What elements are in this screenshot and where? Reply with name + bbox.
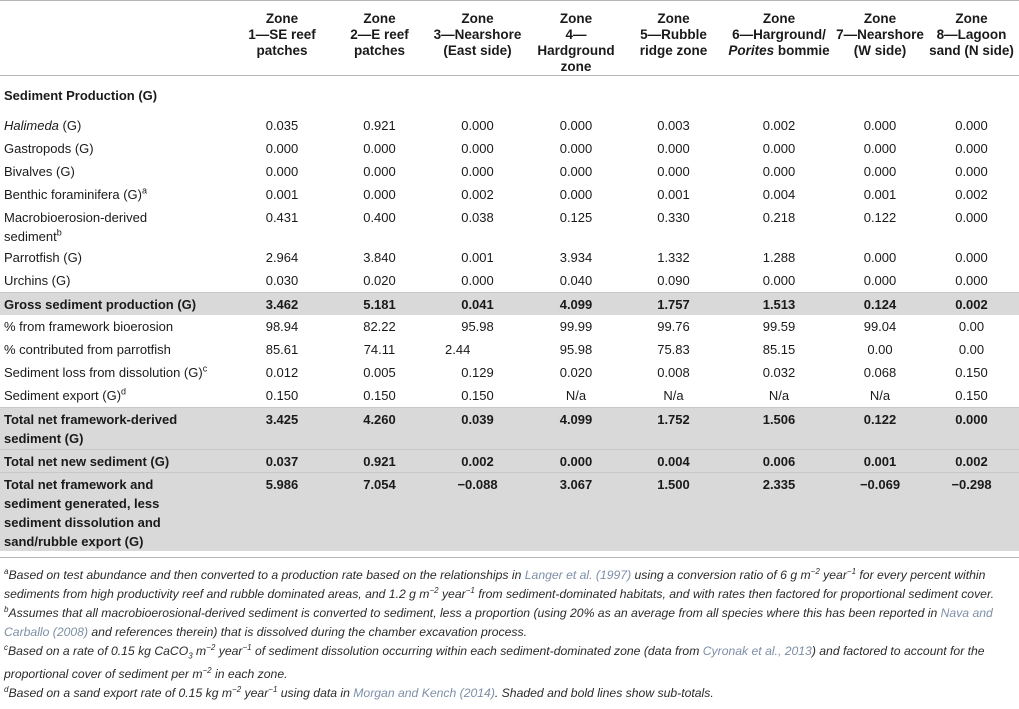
table-row-sediment-loss-dissolution [0, 361, 1019, 384]
reference-link[interactable]: Morgan and Kench (2014) [353, 686, 495, 701]
cell: 0.006 [722, 449, 836, 472]
section-header-row [0, 76, 1019, 115]
cell: 0.000 [461, 118, 494, 133]
table-row-sediment-export [0, 384, 1019, 407]
col-header-zone-8: Zone 8—Lagoon sand (N side) [929, 11, 1014, 58]
cell: 0.122 [836, 407, 924, 449]
col-header-zone-7: Zone 7—Nearshore (W side) [836, 11, 924, 58]
table-row-pct-parrotfish [0, 338, 1019, 361]
cell: 0.000 [559, 141, 593, 156]
footnote-c: $^c$Based on a rate of 0.15 kg CaCO$_3$ $m^{-2}$ year$^{-1}$ of sediment dissolution occurring within each sediment-dominated zone (data from Cyronak et al., 2013) and factored to account for the proportional cover of sediment per $m^{-2}$ in each zone. [4, 642, 985, 682]
cell: 0.002 [762, 118, 796, 133]
cell: 0.020 [559, 365, 593, 380]
cell: 0.001 [836, 449, 924, 472]
row-label: Macrobioerosion-derived sediment$^b$ [4, 210, 148, 244]
row-label: Benthic foraminifera $(G)^a$ [4, 185, 148, 202]
cell: 0.000 [955, 250, 988, 265]
cell: 0.041 [428, 292, 527, 315]
cell: 0.000 [527, 449, 625, 472]
cell: 3.425 [233, 407, 331, 449]
table-row-bivalves [0, 160, 1019, 183]
cell: 0.037 [233, 449, 331, 472]
cell: 5.181 [331, 292, 428, 315]
cell: 1.332 [657, 250, 690, 265]
cell: N/a [869, 388, 891, 403]
footnote-b: $^b$Assumes that all macrobioerosional-derived sediment is converted to sediment, less a proportion (using 20% as an average from all species where this has been reported in Nava and Carballo (2008) and references therein) that is dissolved during the chamber excavation process. [4, 604, 993, 639]
cell: 0.431 [265, 210, 299, 225]
cell: 0.150 [461, 388, 494, 403]
cell: N/a [663, 388, 684, 403]
cell: 0.000 [924, 407, 1019, 449]
cell: 2.335 [722, 472, 836, 551]
cell: 0.001 [863, 187, 897, 202]
cell: 99.99 [559, 319, 593, 334]
cell: 0.002 [924, 292, 1019, 315]
table-row-gross-sediment-production [0, 292, 1019, 315]
reference-link[interactable]: Langer et al. (1997) [524, 568, 632, 582]
cell: 0.150 [265, 388, 299, 403]
cell: 7.054 [331, 472, 428, 551]
table-row-benthic-foraminifera [0, 183, 1019, 206]
cell: 74.11 [363, 342, 396, 357]
cell: N/a [565, 388, 587, 403]
cell: 3.934 [559, 250, 593, 265]
table-row-urchins [0, 269, 1019, 292]
footnote-marker-d: d [121, 386, 127, 397]
cell: 0.150 [955, 365, 988, 380]
cell: 0.002 [428, 449, 527, 472]
cell: 0.008 [657, 365, 690, 380]
table-row-gastropods [0, 137, 1019, 160]
cell: 1.506 [722, 407, 836, 449]
table-row-halimeda [0, 114, 1019, 137]
cell: 0.000 [863, 164, 897, 179]
cell: 99.76 [657, 319, 690, 334]
cell: 0.000 [461, 141, 494, 156]
col-header-zone-2: Zone 2—E reef patches [350, 11, 409, 58]
cell: 0.001 [461, 250, 494, 265]
table-row-total-net-framework-and-sediment [0, 472, 1019, 551]
cell: 0.012 [265, 365, 299, 380]
cell: 85.15 [762, 342, 796, 357]
col-header-zone-4: Zone 4—Hardground zone [537, 11, 615, 74]
section-title: Sediment Production (G) [4, 88, 158, 103]
col-header-zone-6: Zone 6—Harground/ Porites bommie [728, 11, 830, 58]
cell: 0.030 [265, 273, 299, 288]
cell: 0.921 [331, 449, 428, 472]
cell: 0.020 [363, 273, 396, 288]
footnote-a: $^a$Based on test abundance and then converted to a production rate based on the relationships in Langer et al. (1997) using a conversion ratio of 6 g $m^{-2}$ year$^{-1}$ for every percent within sediments from high productivity reef and rubble dominated areas, and 1.2 g $m^{-2}$ year$^{-1}$ from sediment-dominated habitats, and with rates then factored for proportional sediment cover. [4, 566, 994, 601]
cell: 0.125 [559, 210, 593, 225]
cell: 98.94 [265, 319, 299, 334]
cell: 0.000 [955, 164, 988, 179]
table-row-parrotfish [0, 246, 1019, 269]
cell: 4.099 [527, 292, 625, 315]
cell: 0.921 [363, 118, 396, 133]
footnotes [4, 566, 1016, 703]
cell: 0.000 [955, 118, 988, 133]
row-label: Sediment loss from dissolution $(G)^c$ [4, 363, 208, 380]
cell: 0.000 [657, 141, 690, 156]
cell: 0.000 [559, 118, 593, 133]
cell: 0.000 [559, 164, 593, 179]
footnote-d: $^d$Based on a sand export rate of 0.15 kg $m^{-2}$ year$^{-1}$ using data in Morgan and Kench (2014). Shaded and bold lines show sub-totals. [4, 685, 714, 701]
cell: 0.000 [265, 164, 299, 179]
cell: 0.000 [461, 164, 494, 179]
cell: 0.040 [559, 273, 593, 288]
footnote-marker-c: c [202, 363, 208, 374]
cell: 82.22 [363, 319, 396, 334]
cell: 0.000 [363, 164, 396, 179]
header-row [0, 1, 1019, 76]
cell: 1.500 [625, 472, 722, 551]
cell: 0.400 [363, 210, 396, 225]
cell: 2.44 [445, 342, 471, 357]
cell: 0.129 [461, 365, 494, 380]
cell: 0.330 [657, 210, 690, 225]
cell: 0.218 [762, 210, 796, 225]
cell: 0.003 [657, 118, 690, 133]
cell: 4.260 [331, 407, 428, 449]
row-label: Urchins (G) [4, 273, 71, 288]
cell: 85.61 [265, 342, 299, 357]
row-label: % from framework bioerosion [4, 319, 174, 334]
cell: 0.000 [762, 164, 796, 179]
cell: 0.002 [461, 187, 494, 202]
cell: 0.000 [762, 141, 796, 156]
cell: 0.00 [867, 342, 893, 357]
cell: 0.150 [363, 388, 396, 403]
footnote-marker-b: b [56, 227, 62, 238]
cell: 2.964 [265, 250, 299, 265]
cell: 3.840 [363, 250, 396, 265]
cell: 0.068 [863, 365, 897, 380]
cell: 95.98 [461, 319, 494, 334]
row-label: Bivalves (G) [4, 164, 75, 179]
cell: 0.000 [863, 250, 897, 265]
row-label: Total net framework and sediment generated, less sediment dissolution and sand/rubble export (G) [0, 472, 233, 551]
row-label: Parrotfish (G) [4, 250, 83, 265]
cell: 0.000 [657, 164, 690, 179]
cell: 0.00 [958, 342, 985, 357]
cell: 0.004 [625, 449, 722, 472]
cell: 0.000 [863, 273, 897, 288]
cell: −0.298 [924, 472, 1019, 551]
table-bottom-rule [0, 557, 1019, 558]
cell: −0.069 [836, 472, 924, 551]
cell: 0.000 [265, 141, 299, 156]
cell: 1.513 [722, 292, 836, 315]
cell: 0.000 [863, 141, 897, 156]
cell: 75.83 [657, 342, 690, 357]
cell: 0.002 [924, 449, 1019, 472]
cell: 0.000 [363, 187, 396, 202]
cell: 1.757 [625, 292, 722, 315]
cell: 0.032 [762, 365, 796, 380]
cell: 0.000 [955, 141, 988, 156]
cell: −0.088 [428, 472, 527, 551]
row-label: Halimeda (G) [4, 118, 82, 133]
cell: 99.04 [863, 319, 897, 334]
cell: 0.000 [559, 187, 593, 202]
cell: 0.150 [955, 388, 988, 403]
col-header-zone-3: Zone 3—Nearshore (East side) [433, 11, 522, 58]
header-empty [0, 1, 233, 76]
col-header-zone-1: Zone 1—SE reef patches [248, 11, 316, 58]
cell: 0.038 [461, 210, 494, 225]
cell: 0.122 [863, 210, 897, 225]
col-header-zone-5: Zone 5—Rubble ridge zone [639, 11, 708, 58]
row-label: Gross sediment production (G) [0, 292, 233, 315]
row-label: Gastropods (G) [4, 141, 94, 156]
cell: 0.000 [363, 141, 396, 156]
row-label: Total net framework-derived sediment (G) [0, 407, 233, 449]
cell: 0.035 [265, 118, 299, 133]
cell: 3.067 [527, 472, 625, 551]
cell: 0.000 [955, 210, 988, 225]
table-row-pct-framework-bioerosion [0, 315, 1019, 338]
row-label: Total net new sediment (G) [0, 449, 233, 472]
cell: 0.039 [428, 407, 527, 449]
cell: 0.005 [363, 365, 396, 380]
table-row-total-net-framework-derived [0, 407, 1019, 449]
table-row-total-net-new-sediment [0, 449, 1019, 472]
cell: 0.000 [955, 273, 988, 288]
cell: 0.000 [863, 118, 897, 133]
cell: 3.462 [233, 292, 331, 315]
row-label: Sediment export $(G)^d$ [4, 386, 127, 403]
cell: 95.98 [559, 342, 593, 357]
reference-link[interactable]: Cyronak et al., 2013 [702, 644, 812, 658]
cell: 0.00 [958, 319, 985, 334]
table-row-macrobioerosion [0, 206, 1019, 246]
cell: 4.099 [527, 407, 625, 449]
cell: 1.752 [625, 407, 722, 449]
cell: 0.000 [461, 273, 494, 288]
reference-link[interactable]: Nava and Carballo (2008) [4, 606, 993, 639]
cell: 0.124 [836, 292, 924, 315]
cell: 1.288 [762, 250, 796, 265]
cell: 0.000 [762, 273, 796, 288]
row-label: % contributed from parrotfish [4, 342, 171, 357]
cell: 0.001 [265, 187, 299, 202]
cell: 0.002 [955, 187, 988, 202]
cell: 5.986 [233, 472, 331, 551]
cell: 0.004 [762, 187, 796, 202]
cell: 99.59 [762, 319, 796, 334]
cell: 0.090 [657, 273, 690, 288]
footnote-marker-a: a [142, 185, 148, 196]
cell: 0.001 [657, 187, 690, 202]
cell: N/a [768, 388, 790, 403]
